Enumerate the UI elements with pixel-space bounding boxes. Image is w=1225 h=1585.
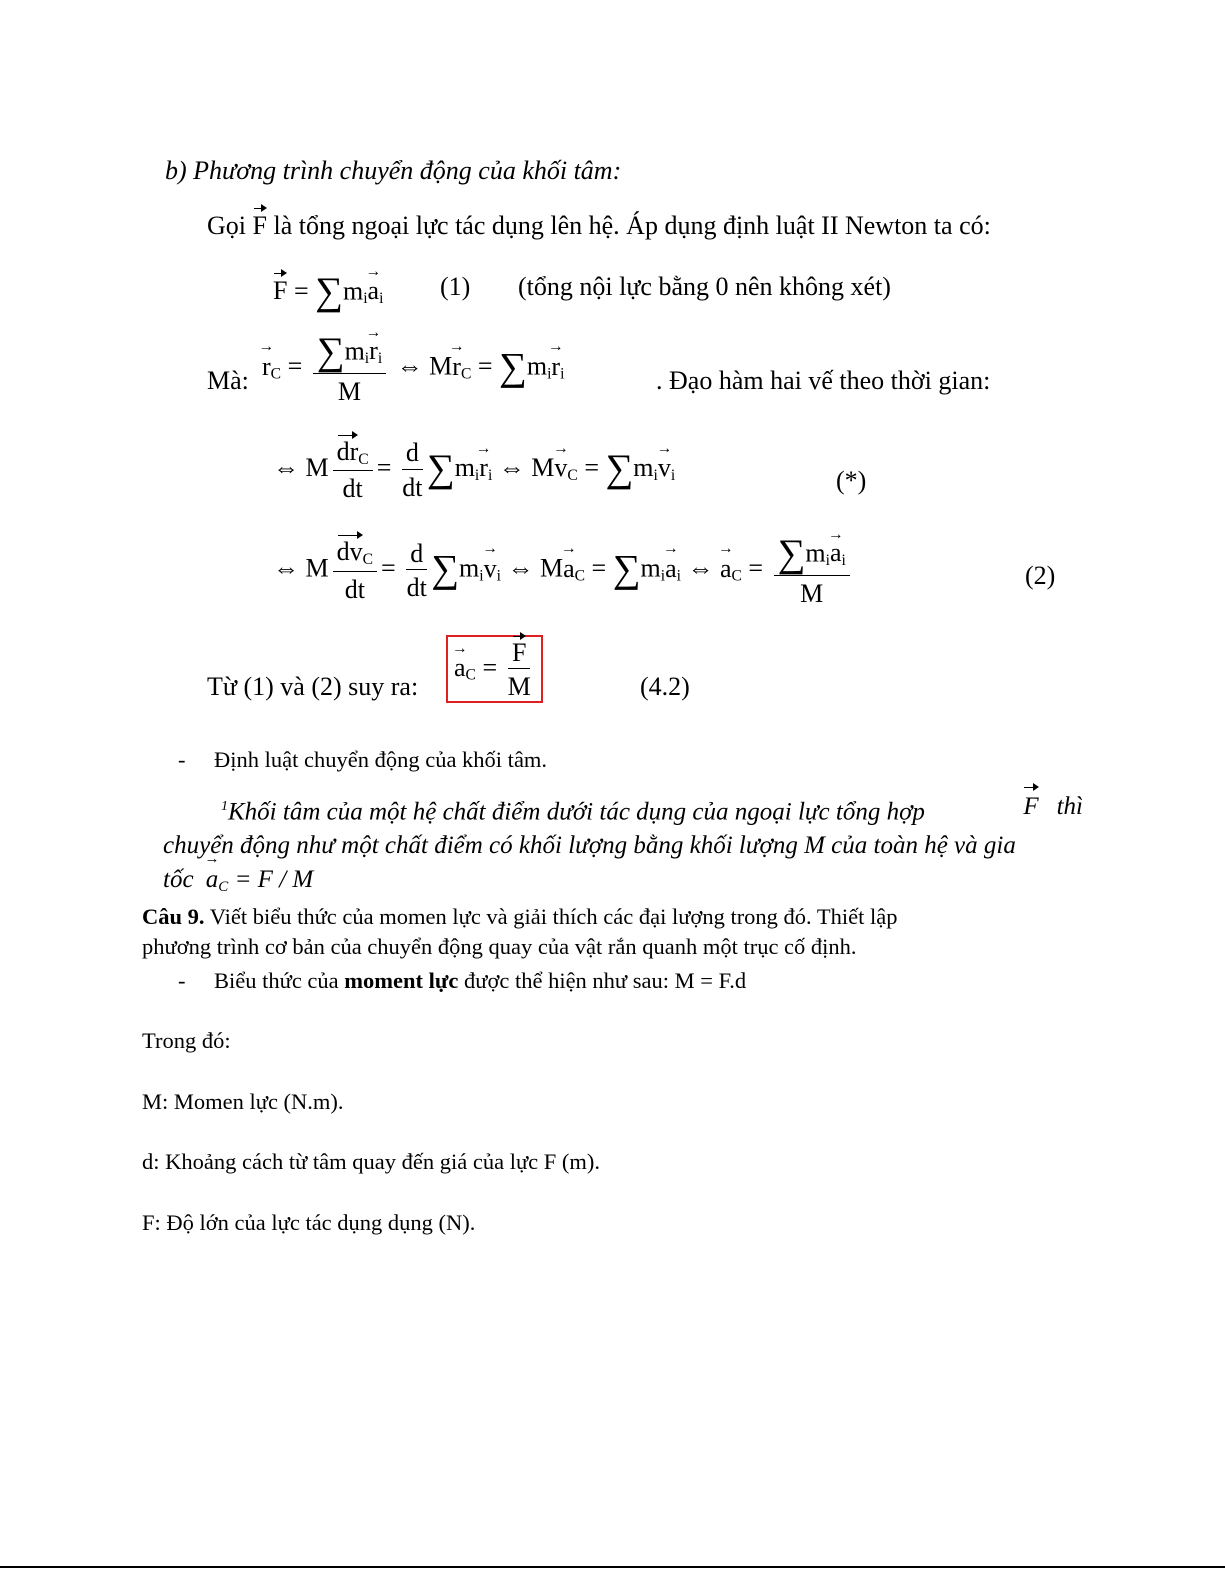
definition-item: F: Độ lớn của lực tác dụng dụng (N). <box>142 1210 476 1235</box>
law-line3-formula: = F / M <box>234 866 314 894</box>
question-9-text1: Viết biểu thức của momen lực và giải thích các đại lượng trong đó. Thiết lập <box>209 904 898 929</box>
moment-bold: moment lực <box>344 968 459 993</box>
question-9-line2: phương trình cơ bản của chuyển động quay của vật rắn quanh một trục cố định. <box>142 934 857 959</box>
law-line1-b: thì <box>1056 793 1083 820</box>
page-bottom-rule <box>0 1566 1225 1568</box>
where-label: Trong đó: <box>142 1028 231 1053</box>
bullet-dash-2: - <box>178 968 186 993</box>
law-superscript: 1 <box>221 799 228 814</box>
newton-intro <box>207 211 991 241</box>
equation-star-label: (*) <box>836 466 867 495</box>
law-line3-prefix: tốc <box>163 866 194 894</box>
law-statement: $^1$Khối tâm của một hệ chất điểm dưới tác dụng của ngoại lực tổng hợp F thì chuyển động như một chất điểm có khối lượng bằng khối lượng M của toàn hệ và gia tốc → $a_C = F / M$ <box>163 790 1083 904</box>
moment-bullet <box>214 968 746 994</box>
law-line2: chuyển động như một chất điểm có khối lượng bằng khối lượng M của toàn hệ và gia <box>163 832 1016 860</box>
bullet-dash: - <box>178 747 186 772</box>
law-force-vector: F <box>1023 790 1038 824</box>
moment-prefix: Biểu thức của <box>214 968 339 993</box>
intro-force-vector: F <box>252 211 267 240</box>
acceleration-equation: ⇔ M $\frac{dv_C}{dt}$ = $\frac{d}{dt}$ $\sum m_i\to v_i$ ⇔ $M\to a_C = \sum m_i\to a_i$ ⇔ → $a_C$ = $\frac{\sum m_i\to a_i}{M}$ <box>273 534 854 607</box>
definition-item: d: Khoảng cách từ tâm quay đến giá của lực F (m). <box>142 1149 600 1174</box>
equation-1-label: (1) <box>440 272 471 301</box>
equation-1-note: (tổng nội lực bằng 0 nên không xét) <box>518 272 891 301</box>
ma-label: Mà: <box>207 366 249 395</box>
question-9-label: Câu 9. <box>142 904 205 929</box>
section-b-title: b) Phương trình chuyển động của khối tâm: <box>165 156 622 185</box>
moment-suffix: được thể hiện như sau: M = F.d <box>464 968 747 993</box>
equation-1: $F = \sum m_i\to a_i$ <box>273 272 383 311</box>
intro-part2: là tổng ngoại lực tác dụng lên hệ. Áp dụng định luật II Newton ta có: <box>273 211 991 240</box>
equation-2-label: (2) <box>1025 561 1056 590</box>
intro-part1: Gọi <box>207 211 246 240</box>
equation-4-2-label: (4.2) <box>640 672 690 701</box>
conclusion-prefix: Từ (1) và (2) suy ra: <box>207 672 419 701</box>
boxed-formula: → $a_C$ = $\frac{F}{M}$ <box>446 635 543 703</box>
definition-item: M: Momen lực (N.m). <box>142 1089 344 1114</box>
derivative-note: . Đạo hàm hai vế theo thời gian: <box>656 366 991 395</box>
law-line1-a: Khối tâm của một hệ chất điểm dưới tác dụng của ngoại lực tổng hợp <box>228 798 925 826</box>
center-of-mass-equation: → $r_C$ = $\frac{\sum m_i\to r_i}{M}$ ⇔ $M\to r_C = \sum m_i\to r_i$ <box>262 332 564 405</box>
velocity-equation: ⇔ M $\frac{dr_C}{dt}$ = $\frac{d}{dt}$ $\sum m_i\to r_i$ ⇔ $M\to v_C = \sum m_i\to v_i$ <box>273 438 675 503</box>
law-bullet-text: Định luật chuyển động của khối tâm. <box>214 747 548 772</box>
question-9-line1 <box>142 904 898 930</box>
